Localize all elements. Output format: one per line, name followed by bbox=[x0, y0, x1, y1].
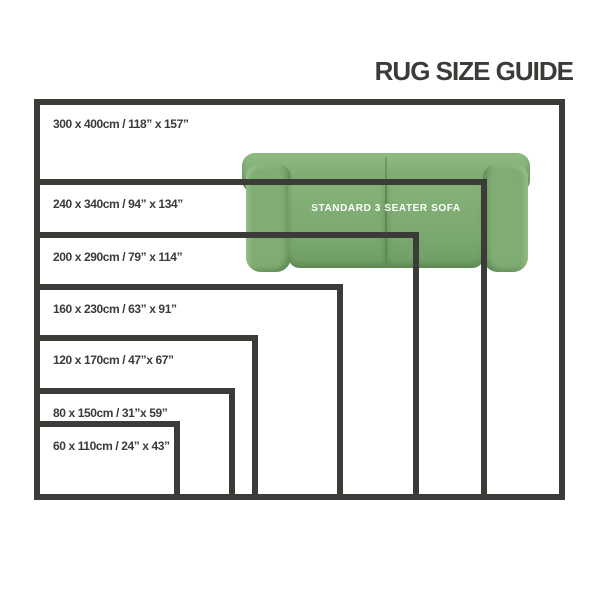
rug-size-label: 80 x 150cm / 31”x 59” bbox=[53, 406, 168, 420]
rug-outline-60x110 bbox=[34, 421, 180, 500]
rug-size-label: 60 x 110cm / 24” x 43” bbox=[53, 439, 170, 453]
rug-size-label: 300 x 400cm / 118” x 157” bbox=[53, 117, 189, 131]
rug-size-label: 160 x 230cm / 63” x 91” bbox=[53, 302, 177, 316]
sofa-label: STANDARD 3 SEATER SOFA bbox=[311, 203, 461, 214]
rug-size-label: 240 x 340cm / 94” x 134” bbox=[53, 197, 183, 211]
page-title: RUG SIZE GUIDE bbox=[374, 56, 573, 86]
rug-size-label: 120 x 170cm / 47”x 67” bbox=[53, 353, 174, 367]
rug-size-label: 200 x 290cm / 79” x 114” bbox=[53, 250, 183, 264]
